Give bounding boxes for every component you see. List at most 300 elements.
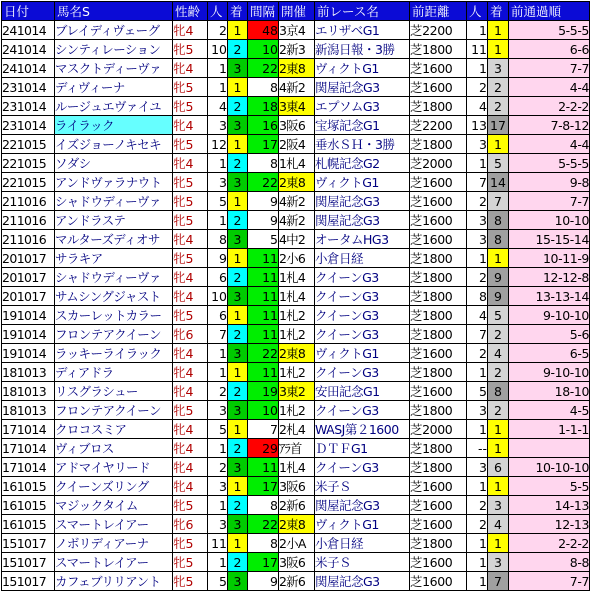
prev-race-cell: 米子Ｓ bbox=[315, 553, 410, 572]
sex-age-cell: 牝6 bbox=[173, 515, 208, 534]
date-cell: 211016 bbox=[2, 211, 55, 230]
finish-cell: 2 bbox=[228, 553, 248, 572]
table-row[interactable] bbox=[2, 477, 590, 496]
horse-name-cell: サラキア bbox=[55, 249, 173, 268]
prev-distance-cell: 芝1600 bbox=[410, 59, 467, 78]
prev-distance-cell: 芝2200 bbox=[410, 21, 467, 40]
finish-cell: 2 bbox=[228, 40, 248, 59]
prev-passing-cell: 9-8 bbox=[509, 173, 590, 192]
popularity-cell: 11 bbox=[208, 534, 228, 553]
col-header-prev-passing[interactable]: 前通過順 bbox=[509, 2, 590, 21]
table-row[interactable] bbox=[2, 249, 590, 268]
popularity-cell: 1 bbox=[208, 211, 228, 230]
prev-popularity-cell: 3 bbox=[467, 458, 488, 477]
col-header-date[interactable]: 日付 bbox=[2, 2, 55, 21]
prev-finish-cell: 7 bbox=[488, 572, 509, 591]
prev-passing-cell: 7-7 bbox=[509, 192, 590, 211]
meeting-cell: 1札4 bbox=[279, 154, 315, 173]
prev-distance-cell: 芝1600 bbox=[410, 173, 467, 192]
sex-age-cell: 牝5 bbox=[173, 40, 208, 59]
col-header-interval[interactable]: 間隔 bbox=[248, 2, 279, 21]
col-header-prev-distance[interactable]: 前距離 bbox=[410, 2, 467, 21]
meeting-cell: 4新2 bbox=[279, 192, 315, 211]
popularity-cell: 9 bbox=[208, 249, 228, 268]
prev-race-cell: ＤＴＦG1 bbox=[315, 439, 410, 458]
popularity-cell: 12 bbox=[208, 135, 228, 154]
meeting-cell: 2小6 bbox=[279, 249, 315, 268]
prev-race-cell: エプソムG3 bbox=[315, 97, 410, 116]
prev-popularity-cell: 1 bbox=[467, 553, 488, 572]
prev-passing-cell: 13-13-14 bbox=[509, 287, 590, 306]
prev-race-cell: WASJ第２1600 bbox=[315, 420, 410, 439]
prev-passing-cell: 5-5 bbox=[509, 477, 590, 496]
prev-finish-cell: 3 bbox=[488, 59, 509, 78]
prev-passing-cell: 5-5-5 bbox=[509, 21, 590, 40]
horse-name-cell: クイーンズリング bbox=[55, 477, 173, 496]
finish-cell: 3 bbox=[228, 59, 248, 78]
prev-passing-cell bbox=[509, 439, 590, 458]
meeting-cell: 3阪6 bbox=[279, 477, 315, 496]
meeting-cell: 1札4 bbox=[279, 268, 315, 287]
table-row[interactable] bbox=[2, 287, 590, 306]
prev-race-cell: クイーンG3 bbox=[315, 306, 410, 325]
results-table bbox=[1, 1, 590, 591]
date-cell: 221015 bbox=[2, 173, 55, 192]
popularity-cell: 4 bbox=[208, 97, 228, 116]
finish-cell: 2 bbox=[228, 382, 248, 401]
horse-name-cell: ディアドラ bbox=[55, 363, 173, 382]
date-cell: 191014 bbox=[2, 344, 55, 363]
prev-finish-cell: 3 bbox=[488, 496, 509, 515]
table-row[interactable] bbox=[2, 211, 590, 230]
table-row[interactable] bbox=[2, 325, 590, 344]
table-row[interactable] bbox=[2, 515, 590, 534]
prev-distance-cell: 芝1600 bbox=[410, 496, 467, 515]
prev-distance-cell: 芝1800 bbox=[410, 135, 467, 154]
prev-popularity-cell: 3 bbox=[467, 401, 488, 420]
table-row[interactable] bbox=[2, 40, 590, 59]
horse-name-cell: ディヴィーナ bbox=[55, 78, 173, 97]
date-cell: 241014 bbox=[2, 59, 55, 78]
prev-distance-cell: 芝2200 bbox=[410, 116, 467, 135]
prev-finish-cell: 3 bbox=[488, 553, 509, 572]
table-row[interactable] bbox=[2, 458, 590, 477]
meeting-cell: 2新6 bbox=[279, 496, 315, 515]
sex-age-cell: 牝5 bbox=[173, 211, 208, 230]
prev-passing-cell: 5-6 bbox=[509, 325, 590, 344]
prev-distance-cell: 芝1600 bbox=[410, 553, 467, 572]
prev-passing-cell: 6-6 bbox=[509, 40, 590, 59]
interval-cell: 10 bbox=[248, 40, 279, 59]
prev-passing-cell: 15-15-14 bbox=[509, 230, 590, 249]
prev-race-cell: ヴィクトG1 bbox=[315, 515, 410, 534]
table-row[interactable] bbox=[2, 116, 590, 135]
horse-name-cell: マジックタイム bbox=[55, 496, 173, 515]
sex-age-cell: 牝4 bbox=[173, 344, 208, 363]
prev-race-cell: 小倉日経 bbox=[315, 534, 410, 553]
prev-passing-cell: 2-2-2 bbox=[509, 534, 590, 553]
prev-popularity-cell: 2 bbox=[467, 78, 488, 97]
table-row[interactable] bbox=[2, 173, 590, 192]
col-header-popularity[interactable]: 人 bbox=[208, 2, 228, 21]
horse-name-cell: シャドウディーヴァ bbox=[55, 192, 173, 211]
table-row[interactable] bbox=[2, 401, 590, 420]
date-cell: 171014 bbox=[2, 420, 55, 439]
finish-cell: 3 bbox=[228, 572, 248, 591]
interval-cell: 8 bbox=[248, 78, 279, 97]
finish-cell: 1 bbox=[228, 135, 248, 154]
popularity-cell: 8 bbox=[208, 230, 228, 249]
table-row[interactable] bbox=[2, 268, 590, 287]
sex-age-cell: 牝4 bbox=[173, 59, 208, 78]
sex-age-cell: 牝6 bbox=[173, 325, 208, 344]
prev-race-cell: 関屋記念G3 bbox=[315, 211, 410, 230]
prev-race-cell: 小倉日経 bbox=[315, 249, 410, 268]
finish-cell: 3 bbox=[228, 116, 248, 135]
prev-popularity-cell: 1 bbox=[467, 534, 488, 553]
horse-name-cell: サムシングジャスト bbox=[55, 287, 173, 306]
prev-popularity-cell: 1 bbox=[467, 363, 488, 382]
sex-age-cell: 牝5 bbox=[173, 192, 208, 211]
prev-race-cell: エリザベG1 bbox=[315, 21, 410, 40]
prev-finish-cell: 8 bbox=[488, 211, 509, 230]
meeting-cell: 1札4 bbox=[279, 287, 315, 306]
date-cell: 191014 bbox=[2, 306, 55, 325]
finish-cell: 1 bbox=[228, 21, 248, 40]
prev-popularity-cell: 13 bbox=[467, 116, 488, 135]
sex-age-cell: 牝5 bbox=[173, 553, 208, 572]
col-header-prev-finish[interactable]: 着 bbox=[488, 2, 509, 21]
prev-passing-cell: 4-4 bbox=[509, 78, 590, 97]
popularity-cell: 1 bbox=[208, 363, 228, 382]
prev-race-cell: 安田記念G1 bbox=[315, 382, 410, 401]
prev-finish-cell: 1 bbox=[488, 477, 509, 496]
finish-cell: 3 bbox=[228, 230, 248, 249]
prev-race-cell: クイーンG3 bbox=[315, 268, 410, 287]
prev-popularity-cell: 2 bbox=[467, 515, 488, 534]
interval-cell: 22 bbox=[248, 173, 279, 192]
finish-cell: 2 bbox=[228, 325, 248, 344]
interval-cell: 9 bbox=[248, 572, 279, 591]
prev-finish-cell: 9 bbox=[488, 268, 509, 287]
prev-finish-cell: 7 bbox=[488, 192, 509, 211]
popularity-cell: 1 bbox=[208, 439, 228, 458]
horse-name-cell: ブレイディヴェーグ bbox=[55, 21, 173, 40]
popularity-cell: 5 bbox=[208, 192, 228, 211]
horse-name-cell: マルターズディオサ bbox=[55, 230, 173, 249]
table-row[interactable] bbox=[2, 496, 590, 515]
prev-distance-cell: 芝1800 bbox=[410, 439, 467, 458]
interval-cell: 11 bbox=[248, 458, 279, 477]
table-row[interactable] bbox=[2, 135, 590, 154]
prev-passing-cell: 10-10 bbox=[509, 211, 590, 230]
table-row[interactable] bbox=[2, 306, 590, 325]
prev-finish-cell: 6 bbox=[488, 458, 509, 477]
table-row[interactable] bbox=[2, 154, 590, 173]
interval-cell: 9 bbox=[248, 192, 279, 211]
col-header-finish[interactable]: 着 bbox=[228, 2, 248, 21]
meeting-cell: 1札2 bbox=[279, 363, 315, 382]
horse-name-cell: カフェブリリアント bbox=[55, 572, 173, 591]
finish-cell: 2 bbox=[228, 211, 248, 230]
date-cell: 201017 bbox=[2, 249, 55, 268]
prev-popularity-cell: 3 bbox=[467, 135, 488, 154]
sex-age-cell: 牝5 bbox=[173, 401, 208, 420]
prev-race-cell: 関屋記念G3 bbox=[315, 572, 410, 591]
popularity-cell: 2 bbox=[208, 382, 228, 401]
table-row[interactable] bbox=[2, 382, 590, 401]
date-cell: 211016 bbox=[2, 192, 55, 211]
interval-cell: 8 bbox=[248, 154, 279, 173]
interval-cell: 11 bbox=[248, 306, 279, 325]
prev-passing-cell: 10-10-10 bbox=[509, 458, 590, 477]
prev-popularity-cell: 11 bbox=[467, 40, 488, 59]
interval-cell: 17 bbox=[248, 553, 279, 572]
table-row[interactable] bbox=[2, 192, 590, 211]
date-cell: 231014 bbox=[2, 97, 55, 116]
popularity-cell: 1 bbox=[208, 553, 228, 572]
meeting-cell: 3阪6 bbox=[279, 116, 315, 135]
prev-popularity-cell: 1 bbox=[467, 21, 488, 40]
table-row[interactable] bbox=[2, 420, 590, 439]
prev-popularity-cell: 5 bbox=[467, 382, 488, 401]
horse-name-cell: アンドヴァラナウト bbox=[55, 173, 173, 192]
prev-passing-cell: 9-10-10 bbox=[509, 363, 590, 382]
popularity-cell: 1 bbox=[208, 78, 228, 97]
prev-race-cell: ヴィクトG1 bbox=[315, 344, 410, 363]
date-cell: 151017 bbox=[2, 572, 55, 591]
horse-name-cell: アンドラステ bbox=[55, 211, 173, 230]
popularity-cell: 3 bbox=[208, 173, 228, 192]
finish-cell: 2 bbox=[228, 268, 248, 287]
horse-name-cell: クロコスミア bbox=[55, 420, 173, 439]
prev-popularity-cell: 1 bbox=[467, 59, 488, 78]
sex-age-cell: 牝4 bbox=[173, 268, 208, 287]
date-cell: 161015 bbox=[2, 496, 55, 515]
sex-age-cell: 牝5 bbox=[173, 173, 208, 192]
finish-cell: 3 bbox=[228, 515, 248, 534]
prev-passing-cell: 5-5-5 bbox=[509, 154, 590, 173]
meeting-cell: 2新3 bbox=[279, 40, 315, 59]
finish-cell: 3 bbox=[228, 458, 248, 477]
prev-distance-cell: 芝1800 bbox=[410, 306, 467, 325]
finish-cell: 1 bbox=[228, 420, 248, 439]
prev-passing-cell: 12-13 bbox=[509, 515, 590, 534]
prev-race-cell: 宝塚記念G1 bbox=[315, 116, 410, 135]
prev-passing-cell: 4-5 bbox=[509, 401, 590, 420]
table-row[interactable] bbox=[2, 553, 590, 572]
horse-name-cell: スカーレットカラー bbox=[55, 306, 173, 325]
prev-distance-cell: 芝1600 bbox=[410, 78, 467, 97]
prev-popularity-cell: 2 bbox=[467, 192, 488, 211]
meeting-cell: 3東2 bbox=[279, 382, 315, 401]
interval-cell: 5 bbox=[248, 230, 279, 249]
prev-distance-cell: 芝2000 bbox=[410, 154, 467, 173]
prev-popularity-cell: 1 bbox=[467, 572, 488, 591]
horse-name-cell: フロンテアクイーン bbox=[55, 325, 173, 344]
sex-age-cell: 牝5 bbox=[173, 572, 208, 591]
sex-age-cell: 牝4 bbox=[173, 382, 208, 401]
interval-cell: 16 bbox=[248, 116, 279, 135]
date-cell: 161015 bbox=[2, 515, 55, 534]
prev-distance-cell: 芝1600 bbox=[410, 192, 467, 211]
popularity-cell: 3 bbox=[208, 515, 228, 534]
prev-popularity-cell: 7 bbox=[467, 173, 488, 192]
prev-finish-cell: 2 bbox=[488, 325, 509, 344]
sex-age-cell: 牝4 bbox=[173, 439, 208, 458]
prev-distance-cell: 芝1600 bbox=[410, 230, 467, 249]
date-cell: 221015 bbox=[2, 154, 55, 173]
interval-cell: 48 bbox=[248, 21, 279, 40]
finish-cell: 1 bbox=[228, 534, 248, 553]
sex-age-cell: 牝5 bbox=[173, 78, 208, 97]
col-header-meeting[interactable]: 開催 bbox=[279, 2, 315, 21]
popularity-cell: 1 bbox=[208, 59, 228, 78]
finish-cell: 1 bbox=[228, 306, 248, 325]
prev-passing-cell: 10-11-9 bbox=[509, 249, 590, 268]
prev-distance-cell: 芝1800 bbox=[410, 268, 467, 287]
prev-distance-cell: 芝1800 bbox=[410, 363, 467, 382]
table-row[interactable] bbox=[2, 572, 590, 591]
prev-popularity-cell: 2 bbox=[467, 496, 488, 515]
prev-finish-cell: 9 bbox=[488, 287, 509, 306]
table-row[interactable] bbox=[2, 230, 590, 249]
popularity-cell: 2 bbox=[208, 458, 228, 477]
prev-distance-cell: 芝1600 bbox=[410, 344, 467, 363]
interval-cell: 29 bbox=[248, 439, 279, 458]
prev-popularity-cell: -- bbox=[467, 439, 488, 458]
col-header-prev-popularity[interactable]: 人 bbox=[467, 2, 488, 21]
finish-cell: 3 bbox=[228, 344, 248, 363]
popularity-cell: 1 bbox=[208, 344, 228, 363]
date-cell: 181013 bbox=[2, 382, 55, 401]
interval-cell: 8 bbox=[248, 496, 279, 515]
meeting-cell: 2札4 bbox=[279, 420, 315, 439]
col-header-horse[interactable]: 馬名S bbox=[55, 2, 173, 21]
horse-name-cell: ノボリディアーナ bbox=[55, 534, 173, 553]
interval-cell: 11 bbox=[248, 287, 279, 306]
prev-race-cell: 新潟日報・3勝 bbox=[315, 40, 410, 59]
horse-name-cell: ルージュエヴァイユ bbox=[55, 97, 173, 116]
horse-name-cell: スマートレイアー bbox=[55, 515, 173, 534]
prev-race-cell: 関屋記念G3 bbox=[315, 496, 410, 515]
table-row[interactable] bbox=[2, 439, 590, 458]
popularity-cell: 1 bbox=[208, 496, 228, 515]
header-row bbox=[2, 2, 590, 21]
finish-cell: 2 bbox=[228, 496, 248, 515]
prev-finish-cell: 5 bbox=[488, 306, 509, 325]
prev-passing-cell: 9-10-10 bbox=[509, 306, 590, 325]
horse-name-cell: ライラック bbox=[55, 116, 173, 135]
horse-name-cell: ラッキーライラック bbox=[55, 344, 173, 363]
finish-cell: 3 bbox=[228, 287, 248, 306]
prev-passing-cell: 14-13 bbox=[509, 496, 590, 515]
col-header-prev-race[interactable]: 前レース名 bbox=[315, 2, 410, 21]
table-row[interactable] bbox=[2, 534, 590, 553]
prev-finish-cell: 2 bbox=[488, 401, 509, 420]
sex-age-cell: 牝4 bbox=[173, 458, 208, 477]
prev-finish-cell: 1 bbox=[488, 439, 509, 458]
prev-distance-cell: 芝1800 bbox=[410, 40, 467, 59]
interval-cell: 22 bbox=[248, 515, 279, 534]
date-cell: 171014 bbox=[2, 439, 55, 458]
prev-finish-cell: 1 bbox=[488, 420, 509, 439]
sex-age-cell: 牝4 bbox=[173, 477, 208, 496]
prev-finish-cell: 1 bbox=[488, 40, 509, 59]
interval-cell: 18 bbox=[248, 97, 279, 116]
table-row[interactable] bbox=[2, 78, 590, 97]
prev-distance-cell: 芝1800 bbox=[410, 287, 467, 306]
interval-cell: 19 bbox=[248, 382, 279, 401]
table-row[interactable] bbox=[2, 97, 590, 116]
col-header-sex-age[interactable]: 性齢 bbox=[173, 2, 208, 21]
interval-cell: 22 bbox=[248, 59, 279, 78]
interval-cell: 17 bbox=[248, 477, 279, 496]
horse-name-cell: アドマイヤリード bbox=[55, 458, 173, 477]
table-row[interactable] bbox=[2, 59, 590, 78]
date-cell: 171014 bbox=[2, 458, 55, 477]
horse-name-cell: マスクトディーヴァ bbox=[55, 59, 173, 78]
prev-popularity-cell: 3 bbox=[467, 230, 488, 249]
meeting-cell: ｱﾗ首 bbox=[279, 439, 315, 458]
prev-finish-cell: 2 bbox=[488, 78, 509, 97]
table-row[interactable] bbox=[2, 21, 590, 40]
sex-age-cell: 牝5 bbox=[173, 306, 208, 325]
horse-name-cell: リスグラシュー bbox=[55, 382, 173, 401]
prev-race-cell: 関屋記念G3 bbox=[315, 78, 410, 97]
prev-passing-cell: 12-12-8 bbox=[509, 268, 590, 287]
sex-age-cell: 牝5 bbox=[173, 135, 208, 154]
prev-distance-cell: 芝1600 bbox=[410, 382, 467, 401]
interval-cell: 8 bbox=[248, 534, 279, 553]
prev-finish-cell: 1 bbox=[488, 21, 509, 40]
prev-race-cell: クイーンG3 bbox=[315, 287, 410, 306]
popularity-cell: 5 bbox=[208, 572, 228, 591]
finish-cell: 3 bbox=[228, 173, 248, 192]
prev-finish-cell: 1 bbox=[488, 135, 509, 154]
prev-popularity-cell: 4 bbox=[467, 97, 488, 116]
prev-finish-cell: 8 bbox=[488, 230, 509, 249]
prev-distance-cell: 芝1600 bbox=[410, 477, 467, 496]
results-body bbox=[2, 21, 590, 591]
table-row[interactable] bbox=[2, 363, 590, 382]
date-cell: 151017 bbox=[2, 534, 55, 553]
finish-cell: 2 bbox=[228, 439, 248, 458]
meeting-cell: 2東8 bbox=[279, 173, 315, 192]
meeting-cell: 2新6 bbox=[279, 572, 315, 591]
popularity-cell: 7 bbox=[208, 325, 228, 344]
prev-distance-cell: 芝1600 bbox=[410, 572, 467, 591]
prev-popularity-cell: 1 bbox=[467, 249, 488, 268]
prev-popularity-cell: 2 bbox=[467, 344, 488, 363]
popularity-cell: 3 bbox=[208, 116, 228, 135]
prev-passing-cell: 18-10 bbox=[509, 382, 590, 401]
interval-cell: 9 bbox=[248, 211, 279, 230]
table-row[interactable] bbox=[2, 344, 590, 363]
meeting-cell: 3阪6 bbox=[279, 553, 315, 572]
horse-name-cell: スマートレイアー bbox=[55, 553, 173, 572]
prev-finish-cell: 1 bbox=[488, 534, 509, 553]
interval-cell: 11 bbox=[248, 363, 279, 382]
sex-age-cell: 牝5 bbox=[173, 97, 208, 116]
finish-cell: 3 bbox=[228, 401, 248, 420]
prev-passing-cell: 7-7 bbox=[509, 59, 590, 78]
prev-distance-cell: 芝1600 bbox=[410, 515, 467, 534]
prev-race-cell: 札幌記念G2 bbox=[315, 154, 410, 173]
date-cell: 181013 bbox=[2, 363, 55, 382]
prev-race-cell: 垂水ＳＨ・3勝 bbox=[315, 135, 410, 154]
prev-distance-cell: 芝1800 bbox=[410, 249, 467, 268]
